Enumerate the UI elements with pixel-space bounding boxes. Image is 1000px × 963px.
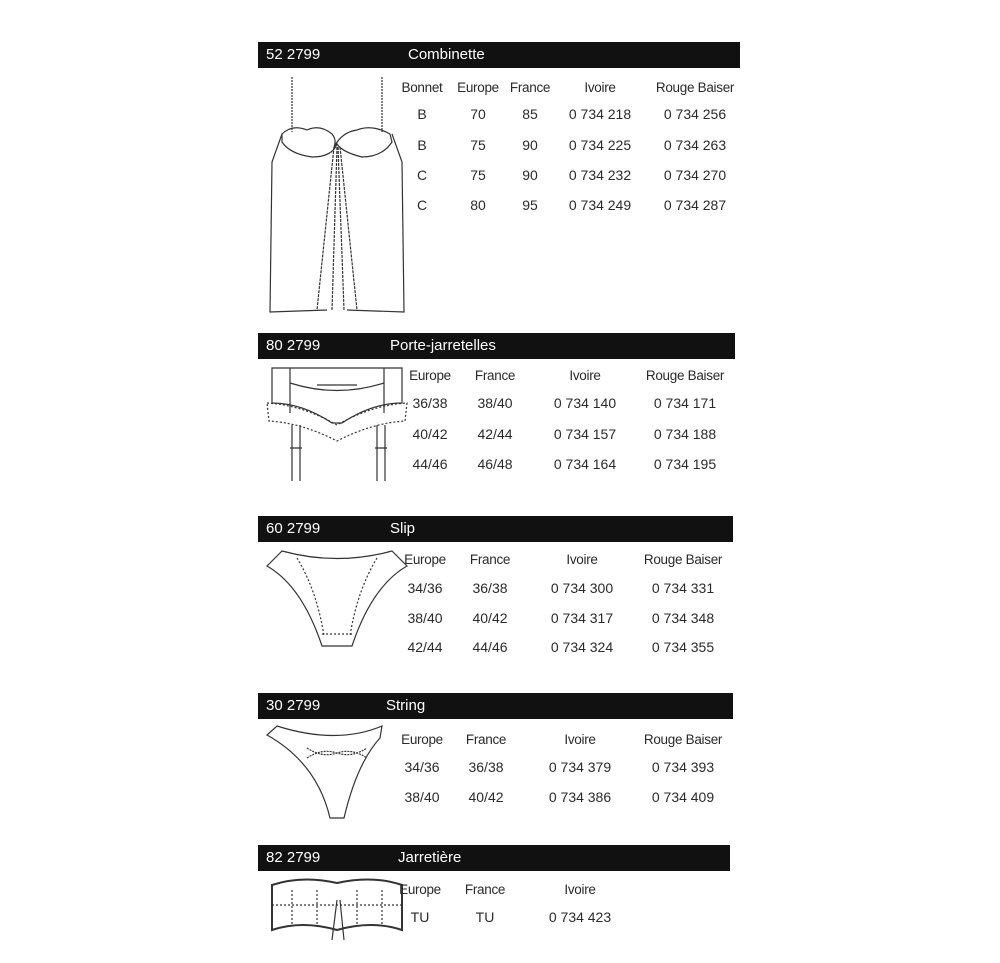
table-cell: 0 734 232: [568, 167, 632, 183]
table-cell: 40/42: [412, 426, 448, 442]
product-section-porte-jarretelles: [258, 333, 735, 472]
table-cell: 0 734 263: [663, 137, 727, 153]
product-name: Jarretière: [398, 849, 462, 866]
product-section-jarreti-re: [258, 845, 730, 925]
table-cell: 0 734 324: [550, 639, 614, 655]
column-header: Ivoire: [584, 80, 616, 95]
table-cell: 0 734 409: [651, 789, 715, 805]
table-cell: 40/42: [468, 789, 504, 805]
table-cell: 75: [470, 137, 486, 153]
product-reference: 30 2799: [266, 697, 321, 714]
column-header: Rouge Baiser: [643, 732, 723, 747]
table-cell: 0 734 225: [568, 137, 632, 153]
section-header-bar: [258, 516, 733, 542]
table-cell: 0 734 287: [663, 197, 727, 213]
product-name: Porte-jarretelles: [390, 337, 496, 354]
column-header: France: [465, 732, 507, 747]
product-reference: 80 2799: [266, 337, 321, 354]
product-name: Combinette: [408, 46, 485, 63]
table-cell: 38/40: [404, 789, 440, 805]
column-header: Ivoire: [564, 882, 596, 897]
product-reference: 82 2799: [266, 849, 321, 866]
table-cell: B: [417, 106, 427, 122]
table-cell: TU: [410, 909, 430, 925]
column-header: Ivoire: [564, 732, 596, 747]
column-header: Ivoire: [569, 368, 601, 383]
table-cell: 36/38: [468, 759, 504, 775]
table-cell: 0 734 300: [550, 580, 614, 596]
table-cell: 0 734 140: [553, 395, 617, 411]
column-header: Rouge Baiser: [643, 552, 723, 567]
product-name: Slip: [390, 520, 416, 537]
section-header-bar: [258, 333, 735, 359]
column-header: Europe: [404, 552, 446, 567]
jarretiere-drawing: [262, 875, 412, 960]
product-section-combinette: [258, 42, 740, 213]
table-cell: 0 734 317: [550, 610, 614, 626]
table-cell: 80: [470, 197, 486, 213]
column-header: Rouge Baiser: [655, 80, 735, 95]
table-cell: 95: [522, 197, 538, 213]
string-drawing: [262, 723, 412, 833]
table-cell: 70: [470, 106, 486, 122]
table-cell: TU: [475, 909, 495, 925]
column-header: Europe: [409, 368, 451, 383]
product-section-slip: [258, 516, 733, 655]
table-cell: C: [416, 167, 428, 183]
product-section-string: [258, 693, 733, 805]
porte-jarretelles-drawing: [262, 363, 412, 493]
table-cell: 0 734 355: [651, 639, 715, 655]
table-cell: 90: [522, 167, 538, 183]
table-cell: 0 734 379: [548, 759, 612, 775]
column-header: Bonnet: [401, 80, 443, 95]
table-cell: 0 734 331: [651, 580, 715, 596]
table-cell: B: [417, 137, 427, 153]
column-header: France: [469, 552, 511, 567]
slip-drawing: [262, 546, 412, 666]
table-cell: 0 734 348: [651, 610, 715, 626]
table-cell: 42/44: [407, 639, 443, 655]
product-reference: 60 2799: [266, 520, 321, 537]
column-header: Europe: [457, 80, 499, 95]
table-cell: 75: [470, 167, 486, 183]
table-cell: 44/46: [412, 456, 448, 472]
table-cell: 0 734 171: [653, 395, 717, 411]
table-cell: 38/40: [477, 395, 513, 411]
table-cell: 0 734 157: [553, 426, 617, 442]
section-header-bar: [258, 693, 733, 719]
table-cell: 0 734 256: [663, 106, 727, 122]
section-header-bar: [258, 845, 730, 871]
column-header: Europe: [401, 732, 443, 747]
column-header: France: [509, 80, 551, 95]
table-cell: 34/36: [407, 580, 443, 596]
table-cell: 40/42: [472, 610, 508, 626]
column-header: Rouge Baiser: [645, 368, 725, 383]
section-header-bar: [258, 42, 740, 68]
combinette-drawing: [262, 72, 412, 327]
table-cell: 0 734 164: [553, 456, 617, 472]
table-cell: 36/38: [472, 580, 508, 596]
product-name: String: [386, 697, 426, 714]
table-cell: 85: [522, 106, 538, 122]
table-cell: 90: [522, 137, 538, 153]
table-cell: 36/38: [412, 395, 448, 411]
table-cell: 46/48: [477, 456, 513, 472]
table-cell: 42/44: [477, 426, 513, 442]
table-cell: 0 734 195: [653, 456, 717, 472]
column-header: France: [464, 882, 506, 897]
table-cell: 0 734 218: [568, 106, 632, 122]
table-cell: C: [416, 197, 428, 213]
column-header: France: [474, 368, 516, 383]
column-header: Ivoire: [566, 552, 598, 567]
product-reference: 52 2799: [266, 46, 321, 63]
table-cell: 0 734 386: [548, 789, 612, 805]
table-cell: 44/46: [472, 639, 508, 655]
table-cell: 38/40: [407, 610, 443, 626]
column-header: Europe: [399, 882, 441, 897]
table-cell: 0 734 423: [548, 909, 612, 925]
table-cell: 0 734 270: [663, 167, 727, 183]
table-cell: 34/36: [404, 759, 440, 775]
table-cell: 0 734 188: [653, 426, 717, 442]
table-cell: 0 734 393: [651, 759, 715, 775]
table-cell: 0 734 249: [568, 197, 632, 213]
